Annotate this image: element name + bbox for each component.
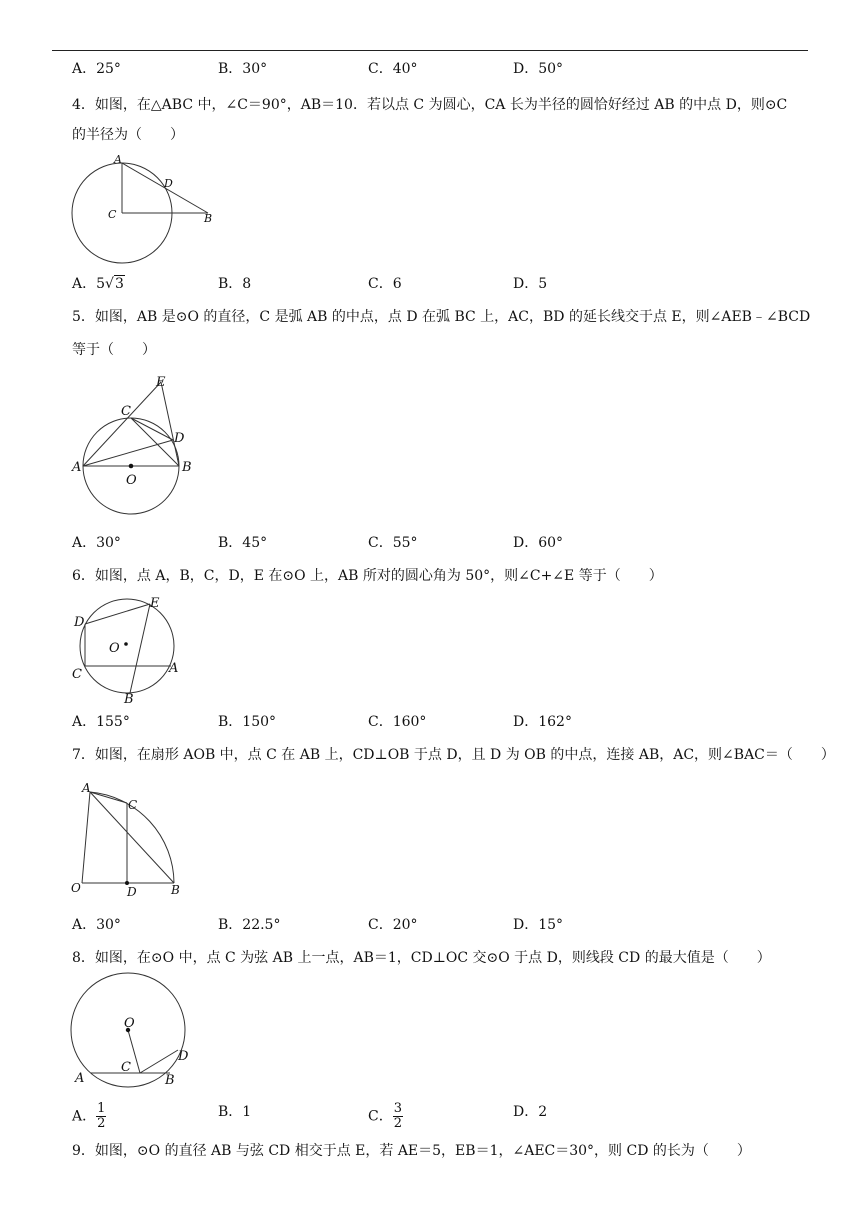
q7-option-d[interactable]: D．15° <box>513 917 564 933</box>
q5-stem-line1: 5．如图，AB 是⊙O 的直径，C 是弧 AB 的中点，点 D 在弧 BC 上，AC，BD 的延长线交于点 E，则∠AEB﹣∠BCD <box>72 309 811 325</box>
q7-option-c[interactable]: C．20° <box>368 917 418 933</box>
q8-label-c: C <box>121 1060 131 1075</box>
q8-option-b[interactable]: B．1 <box>218 1104 252 1120</box>
q6-label-o: O <box>109 641 120 656</box>
q5-label-e: E <box>156 375 166 390</box>
q8-option-a-prefix: A． <box>72 1108 97 1125</box>
q4-option-d[interactable]: D．5 <box>513 276 548 292</box>
q5-options <box>72 533 772 553</box>
q8-option-d[interactable]: D．2 <box>513 1104 548 1120</box>
q8-option-a-denominator: 2 <box>97 1116 106 1131</box>
q7-label-c: C <box>128 798 138 812</box>
q3-option-c[interactable]: C．40° <box>368 61 418 77</box>
q7-figure <box>60 775 200 900</box>
q5-label-d: D <box>174 431 185 446</box>
q6-option-b[interactable]: B．150° <box>218 714 277 730</box>
q6-stem-line1: 6．如图，点 A，B，C，D，E 在⊙O 上，AB 所对的圆心角为 50°，则∠C+∠E 等于（ ） <box>72 568 663 584</box>
q4-option-a-radical: 3 <box>114 276 124 292</box>
q8-option-a-numerator: 1 <box>97 1101 106 1116</box>
q6-option-a[interactable]: A．155° <box>72 714 130 730</box>
q4-stem-line1: 4．如图，在△ABC 中，∠C＝90°，AB＝10．若以点 C 为圆心，CA 长为半径的圆恰好经过 AB 的中点 D，则⊙C <box>72 97 788 113</box>
q4-option-a[interactable] <box>72 274 125 294</box>
q8-figure <box>60 970 200 1095</box>
q7-label-a: A <box>82 781 91 795</box>
q8-option-c-fraction <box>393 1102 403 1131</box>
q6-label-a: A <box>169 661 179 676</box>
q8-label-b: B <box>165 1073 175 1088</box>
q6-option-d[interactable]: D．162° <box>513 714 572 730</box>
q4-figure <box>60 150 230 265</box>
q5-label-b: B <box>182 460 192 475</box>
q9-stem-line1: 9．如图，⊙O 的直径 AB 与弦 CD 相交于点 E，若 AE＝5，EB＝1，∠AEC＝30°，则 CD 的长为（ ） <box>72 1143 751 1159</box>
sqrt-icon: √ <box>105 276 114 292</box>
q6-figure <box>60 590 190 710</box>
q6-label-d: D <box>74 615 85 630</box>
q5-stem-line2: 等于（ ） <box>72 342 156 358</box>
q8-label-o: O <box>124 1016 135 1031</box>
q8-option-c-numerator: 3 <box>393 1101 402 1116</box>
q3-option-a[interactable]: A．25° <box>72 61 121 77</box>
q6-option-c[interactable]: C．160° <box>368 714 427 730</box>
q4-option-b[interactable]: B．8 <box>218 276 252 292</box>
q5-option-a[interactable]: A．30° <box>72 535 121 551</box>
q7-options <box>72 915 772 935</box>
q8-label-d: D <box>178 1049 189 1064</box>
q7-option-a[interactable]: A．30° <box>72 917 121 933</box>
q8-option-c-denominator: 2 <box>393 1116 402 1131</box>
q4-option-c[interactable]: C．6 <box>368 276 402 292</box>
q7-label-o: O <box>71 881 81 895</box>
q4-label-b: B <box>204 212 213 225</box>
q5-option-b[interactable]: B．45° <box>218 535 268 551</box>
header-rule <box>52 50 808 51</box>
q8-stem-line1: 8．如图，在⊙O 中，点 C 为弦 AB 上一点，AB＝1，CD⊥OC 交⊙O 于点 D，则线段 CD 的最大值是（ ） <box>72 950 771 966</box>
q5-label-a: A <box>72 460 82 475</box>
q4-options <box>72 274 772 294</box>
q8-option-a-fraction <box>96 1102 106 1131</box>
q4-option-a-prefix: A．5 <box>72 276 106 292</box>
q5-figure <box>60 370 210 520</box>
q3-option-b[interactable]: B．30° <box>218 61 268 77</box>
q6-label-e: E <box>150 596 160 611</box>
q5-label-c: C <box>121 404 131 419</box>
q4-label-d: D <box>164 177 173 190</box>
q8-options <box>72 1101 772 1131</box>
q8-option-c-prefix: C． <box>368 1108 393 1125</box>
q3-option-d[interactable]: D．50° <box>513 61 564 77</box>
q7-option-b[interactable]: B．22.5° <box>218 917 281 933</box>
q5-option-c[interactable]: C．55° <box>368 535 418 551</box>
q8-label-a: A <box>75 1071 85 1086</box>
q7-label-b: B <box>171 883 180 897</box>
q8-option-c[interactable] <box>368 1102 403 1131</box>
q6-options <box>72 712 772 732</box>
q3-options <box>72 59 772 79</box>
q6-label-b: B <box>124 692 134 707</box>
q7-stem-line1: 7．如图，在扇形 AOB 中，点 C 在 AB 上，CD⊥OB 于点 D，且 D 为 OB 的中点，连接 AB，AC，则∠BAC＝（ ） <box>72 747 835 763</box>
q4-label-c: C <box>108 208 117 221</box>
q6-label-c: C <box>72 667 82 682</box>
q5-option-d[interactable]: D．60° <box>513 535 564 551</box>
q5-label-o: O <box>126 473 137 488</box>
q7-label-d: D <box>127 885 137 899</box>
q4-label-a: A <box>114 153 122 166</box>
q8-option-a[interactable] <box>72 1102 106 1131</box>
q4-stem-line2: 的半径为（ ） <box>72 127 184 143</box>
